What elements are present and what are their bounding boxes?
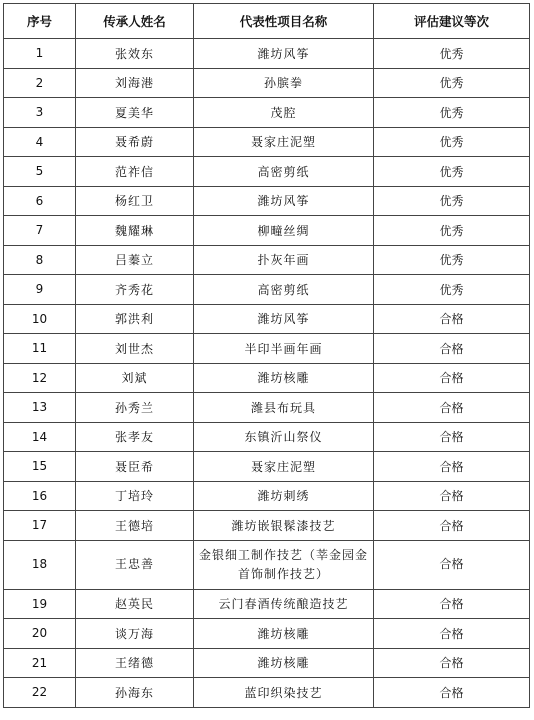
cell-grade: 合格	[374, 452, 530, 482]
cell-number: 4	[4, 127, 76, 157]
table-row	[4, 540, 530, 589]
cell-name: 张效东	[76, 39, 194, 69]
cell-number: 17	[4, 511, 76, 541]
cell-name: 聂臣希	[76, 452, 194, 482]
cell-grade: 优秀	[374, 157, 530, 187]
cell-name: 丁培玲	[76, 481, 194, 511]
table-row	[4, 275, 530, 305]
table-row	[4, 127, 530, 157]
cell-number: 22	[4, 678, 76, 708]
cell-number: 10	[4, 304, 76, 334]
cell-name: 夏美华	[76, 98, 194, 128]
cell-name: 范祚信	[76, 157, 194, 187]
column-header-number: 序号	[4, 4, 76, 39]
column-header-name: 传承人姓名	[76, 4, 194, 39]
cell-number: 21	[4, 648, 76, 678]
cell-number: 5	[4, 157, 76, 187]
cell-project: 聂家庄泥塑	[194, 127, 374, 157]
table-row	[4, 452, 530, 482]
cell-project: 潍坊风筝	[194, 39, 374, 69]
cell-number: 2	[4, 68, 76, 98]
cell-grade: 合格	[374, 422, 530, 452]
cell-number: 9	[4, 275, 76, 305]
cell-project: 聂家庄泥塑	[194, 452, 374, 482]
cell-grade: 优秀	[374, 127, 530, 157]
table-row	[4, 511, 530, 541]
cell-grade: 优秀	[374, 216, 530, 246]
cell-project: 潍坊核雕	[194, 619, 374, 649]
cell-name: 吕蓁立	[76, 245, 194, 275]
cell-project: 蓝印织染技艺	[194, 678, 374, 708]
cell-number: 14	[4, 422, 76, 452]
cell-number: 11	[4, 334, 76, 364]
cell-number: 19	[4, 589, 76, 619]
cell-name: 刘斌	[76, 363, 194, 393]
cell-name: 魏耀琳	[76, 216, 194, 246]
table-row	[4, 186, 530, 216]
table-row	[4, 589, 530, 619]
cell-name: 杨红卫	[76, 186, 194, 216]
cell-project: 云门春酒传统酿造技艺	[194, 589, 374, 619]
cell-number: 7	[4, 216, 76, 246]
cell-grade: 优秀	[374, 98, 530, 128]
cell-project: 茂腔	[194, 98, 374, 128]
cell-number: 16	[4, 481, 76, 511]
cell-project: 潍坊风筝	[194, 304, 374, 334]
table-body	[4, 39, 530, 708]
cell-name: 刘世杰	[76, 334, 194, 364]
cell-project: 潍县布玩具	[194, 393, 374, 423]
table-row	[4, 304, 530, 334]
column-header-project: 代表性项目名称	[194, 4, 374, 39]
cell-grade: 合格	[374, 481, 530, 511]
cell-number: 3	[4, 98, 76, 128]
table-row	[4, 422, 530, 452]
cell-grade: 优秀	[374, 39, 530, 69]
heritage-inheritors-table	[3, 3, 530, 708]
cell-number: 1	[4, 39, 76, 69]
cell-project: 潍坊嵌银髹漆技艺	[194, 511, 374, 541]
cell-number: 13	[4, 393, 76, 423]
cell-number: 18	[4, 540, 76, 589]
cell-number: 15	[4, 452, 76, 482]
table-row	[4, 39, 530, 69]
cell-project: 高密剪纸	[194, 275, 374, 305]
cell-project: 扑灰年画	[194, 245, 374, 275]
cell-grade: 优秀	[374, 245, 530, 275]
cell-name: 谈万海	[76, 619, 194, 649]
cell-name: 王绪德	[76, 648, 194, 678]
cell-name: 孙海东	[76, 678, 194, 708]
cell-grade: 优秀	[374, 186, 530, 216]
table-row	[4, 157, 530, 187]
cell-number: 6	[4, 186, 76, 216]
table-row	[4, 648, 530, 678]
table-row	[4, 98, 530, 128]
cell-name: 赵英民	[76, 589, 194, 619]
cell-number: 20	[4, 619, 76, 649]
table-row	[4, 334, 530, 364]
cell-name: 齐秀花	[76, 275, 194, 305]
cell-number: 8	[4, 245, 76, 275]
cell-name: 王德培	[76, 511, 194, 541]
cell-grade: 优秀	[374, 68, 530, 98]
cell-project: 东镇沂山祭仪	[194, 422, 374, 452]
cell-name: 王忠善	[76, 540, 194, 589]
cell-name: 刘海港	[76, 68, 194, 98]
table-row	[4, 216, 530, 246]
column-header-grade: 评估建议等次	[374, 4, 530, 39]
cell-grade: 合格	[374, 540, 530, 589]
cell-grade: 合格	[374, 363, 530, 393]
cell-grade: 合格	[374, 648, 530, 678]
cell-project: 潍坊刺绣	[194, 481, 374, 511]
cell-grade: 合格	[374, 334, 530, 364]
cell-project: 潍坊风筝	[194, 186, 374, 216]
cell-name: 张孝友	[76, 422, 194, 452]
cell-grade: 合格	[374, 619, 530, 649]
cell-project: 金银细工制作技艺（莘金园金首饰制作技艺）	[194, 540, 374, 589]
cell-grade: 合格	[374, 678, 530, 708]
cell-grade: 合格	[374, 589, 530, 619]
cell-grade: 合格	[374, 393, 530, 423]
cell-project: 潍坊核雕	[194, 648, 374, 678]
cell-grade: 优秀	[374, 275, 530, 305]
cell-name: 聂希蔚	[76, 127, 194, 157]
table-header-row	[4, 4, 530, 39]
cell-project: 高密剪纸	[194, 157, 374, 187]
cell-project: 孙膑拳	[194, 68, 374, 98]
table-row	[4, 678, 530, 708]
table-row	[4, 619, 530, 649]
cell-project: 半印半画年画	[194, 334, 374, 364]
table-row	[4, 363, 530, 393]
table-row	[4, 245, 530, 275]
cell-name: 孙秀兰	[76, 393, 194, 423]
table-row	[4, 481, 530, 511]
cell-grade: 合格	[374, 304, 530, 334]
table-row	[4, 393, 530, 423]
table-row	[4, 68, 530, 98]
cell-grade: 合格	[374, 511, 530, 541]
cell-number: 12	[4, 363, 76, 393]
cell-project: 柳疃丝绸	[194, 216, 374, 246]
cell-name: 郭洪利	[76, 304, 194, 334]
cell-project: 潍坊核雕	[194, 363, 374, 393]
